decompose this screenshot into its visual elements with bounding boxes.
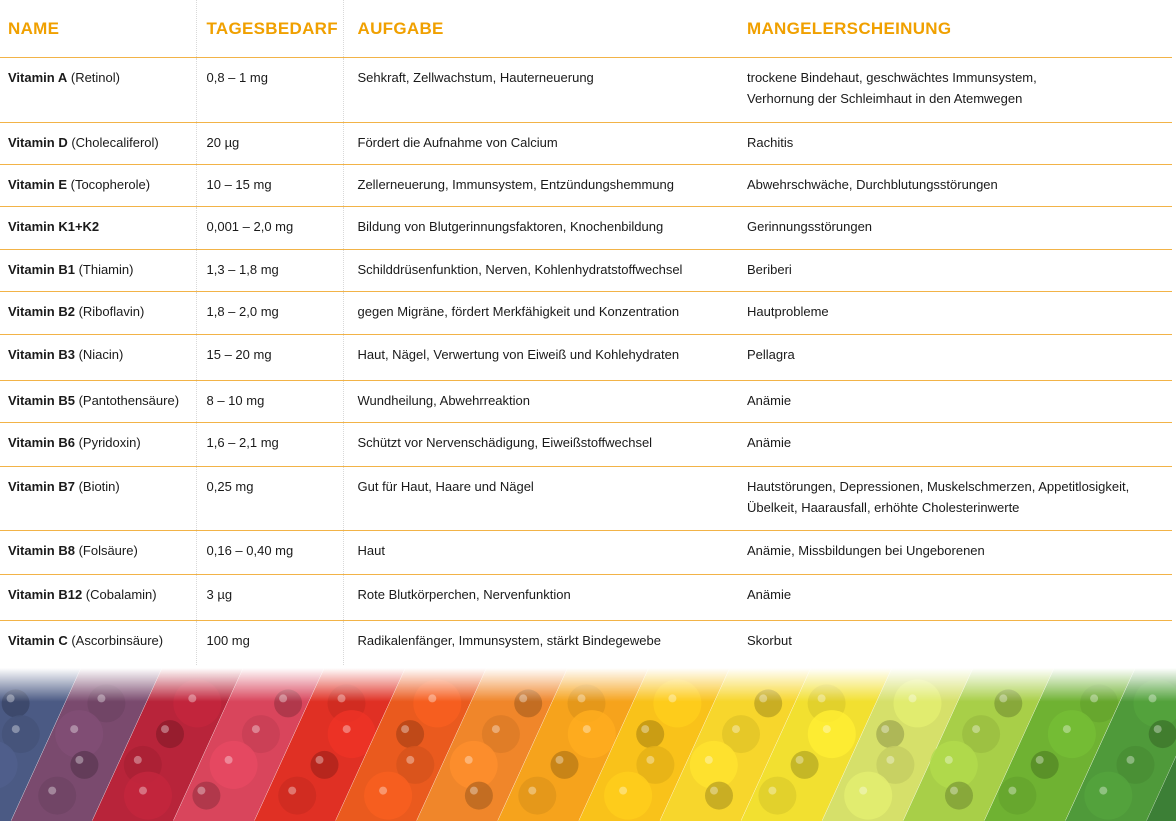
vitamin-alias: (Biotin) — [74, 479, 120, 494]
daily-requirement-cell: 0,8 – 1 mg — [196, 58, 343, 123]
task-cell: Gut für Haut, Haare und Nägel — [343, 467, 741, 531]
table-row — [0, 531, 1172, 575]
task-cell: Radikalenfänger, Immunsystem, stärkt Bindegewebe — [357, 633, 661, 648]
vitamin-name: Vitamin B2 — [8, 304, 75, 319]
table-row — [0, 250, 1172, 292]
table-row — [0, 423, 1172, 467]
vitamin-name: Vitamin B3 — [8, 347, 75, 362]
vitamin-name: Vitamin E — [8, 177, 68, 192]
table-body — [0, 58, 1172, 665]
table-row — [0, 467, 1172, 531]
task-cell: Haut — [343, 531, 741, 575]
header-task: AUFGABE — [343, 0, 741, 58]
deficiency-line-1: trockene Bindehaut, geschwächtes Immunsystem, — [747, 70, 1037, 85]
deficiency-line-1: Abwehrschwäche, Durchblutungsstörungen — [747, 177, 998, 192]
fruit-vegetable-banner — [0, 668, 1176, 821]
vitamin-name-cell — [0, 423, 196, 467]
daily-requirement-cell: 0,001 – 2,0 mg — [196, 207, 343, 250]
daily-requirement-cell: 0,16 – 0,40 mg — [196, 531, 343, 575]
daily-requirement-cell: 1,8 – 2,0 mg — [196, 292, 343, 335]
deficiency-line-1: Anämie — [747, 393, 792, 408]
header-deficiency: MANGELERSCHEINUNG — [741, 0, 1172, 58]
vitamin-alias: (Folsäure) — [74, 543, 138, 558]
deficiency-cell — [741, 423, 1172, 467]
vitamin-name: Vitamin B8 — [8, 543, 75, 558]
deficiency-line-1: Hautstörungen, Depressionen, Muskelschmerzen, Appetitlosigkeit, — [747, 479, 1130, 494]
daily-requirement-cell: 8 – 10 mg — [196, 381, 343, 423]
deficiency-line-2: Verhornung der Schleimhaut in den Atemwegen — [747, 91, 1023, 106]
deficiency-line-1: Anämie — [747, 435, 792, 450]
deficiency-cell — [741, 381, 1172, 423]
task-cell: Rote Blutkörperchen, Nervenfunktion — [343, 575, 741, 621]
task-cell: Fördert die Aufnahme von Calcium — [343, 123, 741, 165]
vitamin-name: Vitamin B7 — [8, 479, 75, 494]
vitamin-alias: (Pyridoxin) — [74, 435, 141, 450]
vitamin-name: Vitamin D — [8, 135, 68, 150]
vitamin-name-cell — [0, 621, 196, 665]
table-row — [0, 621, 1172, 665]
vitamin-name-cell — [0, 123, 196, 165]
vitamin-alias: (Riboflavin) — [74, 304, 145, 319]
vitamin-name-cell — [0, 467, 196, 531]
task-cell: Schilddrüsenfunktion, Nerven, Kohlenhydratstoffwechsel — [343, 250, 741, 292]
header-name: NAME — [0, 0, 196, 58]
vitamin-name: Vitamin B6 — [8, 435, 75, 450]
deficiency-line-1: Beriberi — [747, 262, 792, 277]
deficiency-cell — [741, 292, 1172, 335]
vitamin-alias: (Thiamin) — [74, 262, 134, 277]
deficiency-line-1: Hautprobleme — [747, 304, 829, 319]
deficiency-cell — [741, 621, 1172, 665]
vitamin-name: Vitamin C — [8, 633, 68, 648]
deficiency-cell — [741, 531, 1172, 575]
vitamin-name-cell — [0, 575, 196, 621]
vitamin-name-cell — [0, 335, 196, 381]
vitamin-alias: (Pantothensäure) — [74, 393, 180, 408]
deficiency-cell — [741, 207, 1172, 250]
deficiency-cell — [741, 575, 1172, 621]
deficiency-line-1: Skorbut — [747, 633, 792, 648]
table-row — [0, 123, 1172, 165]
vitamin-name-cell — [0, 381, 196, 423]
vitamin-alias: (Niacin) — [74, 347, 124, 362]
table-row — [0, 165, 1172, 207]
task-cell: Haut, Nägel, Verwertung von Eiweiß und Kohlehydraten — [343, 335, 741, 381]
table-row — [0, 381, 1172, 423]
vitamin-name: Vitamin K1+K2 — [8, 219, 100, 234]
deficiency-cell — [741, 123, 1172, 165]
vitamin-alias: (Tocopherole) — [67, 177, 151, 192]
table-header-row — [0, 0, 1172, 58]
deficiency-line-1: Gerinnungsstörungen — [747, 219, 873, 234]
daily-requirement-cell: 15 – 20 mg — [196, 335, 343, 381]
table-row — [0, 335, 1172, 381]
task-cell: Bildung von Blutgerinnungsfaktoren, Knochenbildung — [343, 207, 741, 250]
task-cell: Sehkraft, Zellwachstum, Hauterneuerung — [343, 58, 741, 123]
vitamin-alias: (Cholecaliferol) — [67, 135, 159, 150]
deficiency-cell — [741, 165, 1172, 207]
task-cell: Zellerneuerung, Immunsystem, Entzündungshemmung — [343, 165, 741, 207]
deficiency-line-1: Pellagra — [747, 347, 795, 362]
task-cell: Wundheilung, Abwehrreaktion — [343, 381, 741, 423]
vitamin-alias: (Ascorbinsäure) — [67, 633, 164, 648]
task-cell: gegen Migräne, fördert Merkfähigkeit und Konzentration — [343, 292, 741, 335]
task-cell: Schützt vor Nervenschädigung, Eiweißstoffwechsel — [343, 423, 741, 467]
deficiency-line-2: Übelkeit, Haarausfall, erhöhte Cholesterinwerte — [747, 500, 1020, 515]
header-daily-requirement: TAGESBEDARF — [196, 0, 343, 58]
table-row — [0, 58, 1172, 123]
table-row — [0, 575, 1172, 621]
deficiency-line-1: Anämie, Missbildungen bei Ungeborenen — [747, 543, 985, 558]
daily-requirement-cell: 0,25 mg — [196, 467, 343, 531]
daily-requirement-cell: 3 µg — [196, 575, 343, 621]
vitamin-name-cell — [0, 165, 196, 207]
deficiency-cell — [741, 58, 1172, 123]
vitamin-name-cell — [0, 58, 196, 123]
vitamin-name-cell — [0, 207, 196, 250]
vitamin-name-cell — [0, 250, 196, 292]
deficiency-line-1: Anämie — [747, 587, 792, 602]
deficiency-cell — [741, 335, 1172, 381]
daily-requirement-cell: 100 mg — [196, 621, 343, 665]
vitamin-name: Vitamin A — [8, 70, 68, 85]
vitamin-name: Vitamin B5 — [8, 393, 75, 408]
vitamin-name: Vitamin B12 — [8, 587, 83, 602]
vitamin-name: Vitamin B1 — [8, 262, 75, 277]
vitamin-alias: (Retinol) — [67, 70, 120, 85]
vitamin-name-cell — [0, 531, 196, 575]
deficiency-cell — [741, 250, 1172, 292]
table-row — [0, 292, 1172, 335]
daily-requirement-cell: 1,3 – 1,8 mg — [196, 250, 343, 292]
deficiency-cell — [741, 467, 1172, 531]
daily-requirement-cell: 10 – 15 mg — [196, 165, 343, 207]
daily-requirement-cell: 20 µg — [196, 123, 343, 165]
fruit-banner-image — [0, 668, 1176, 821]
daily-requirement-cell: 1,6 – 2,1 mg — [196, 423, 343, 467]
table-row — [0, 207, 1172, 250]
vitamin-alias: (Cobalamin) — [82, 587, 157, 602]
vitamin-name-cell — [0, 292, 196, 335]
deficiency-line-1: Rachitis — [747, 135, 794, 150]
banner-fade — [0, 668, 1176, 821]
